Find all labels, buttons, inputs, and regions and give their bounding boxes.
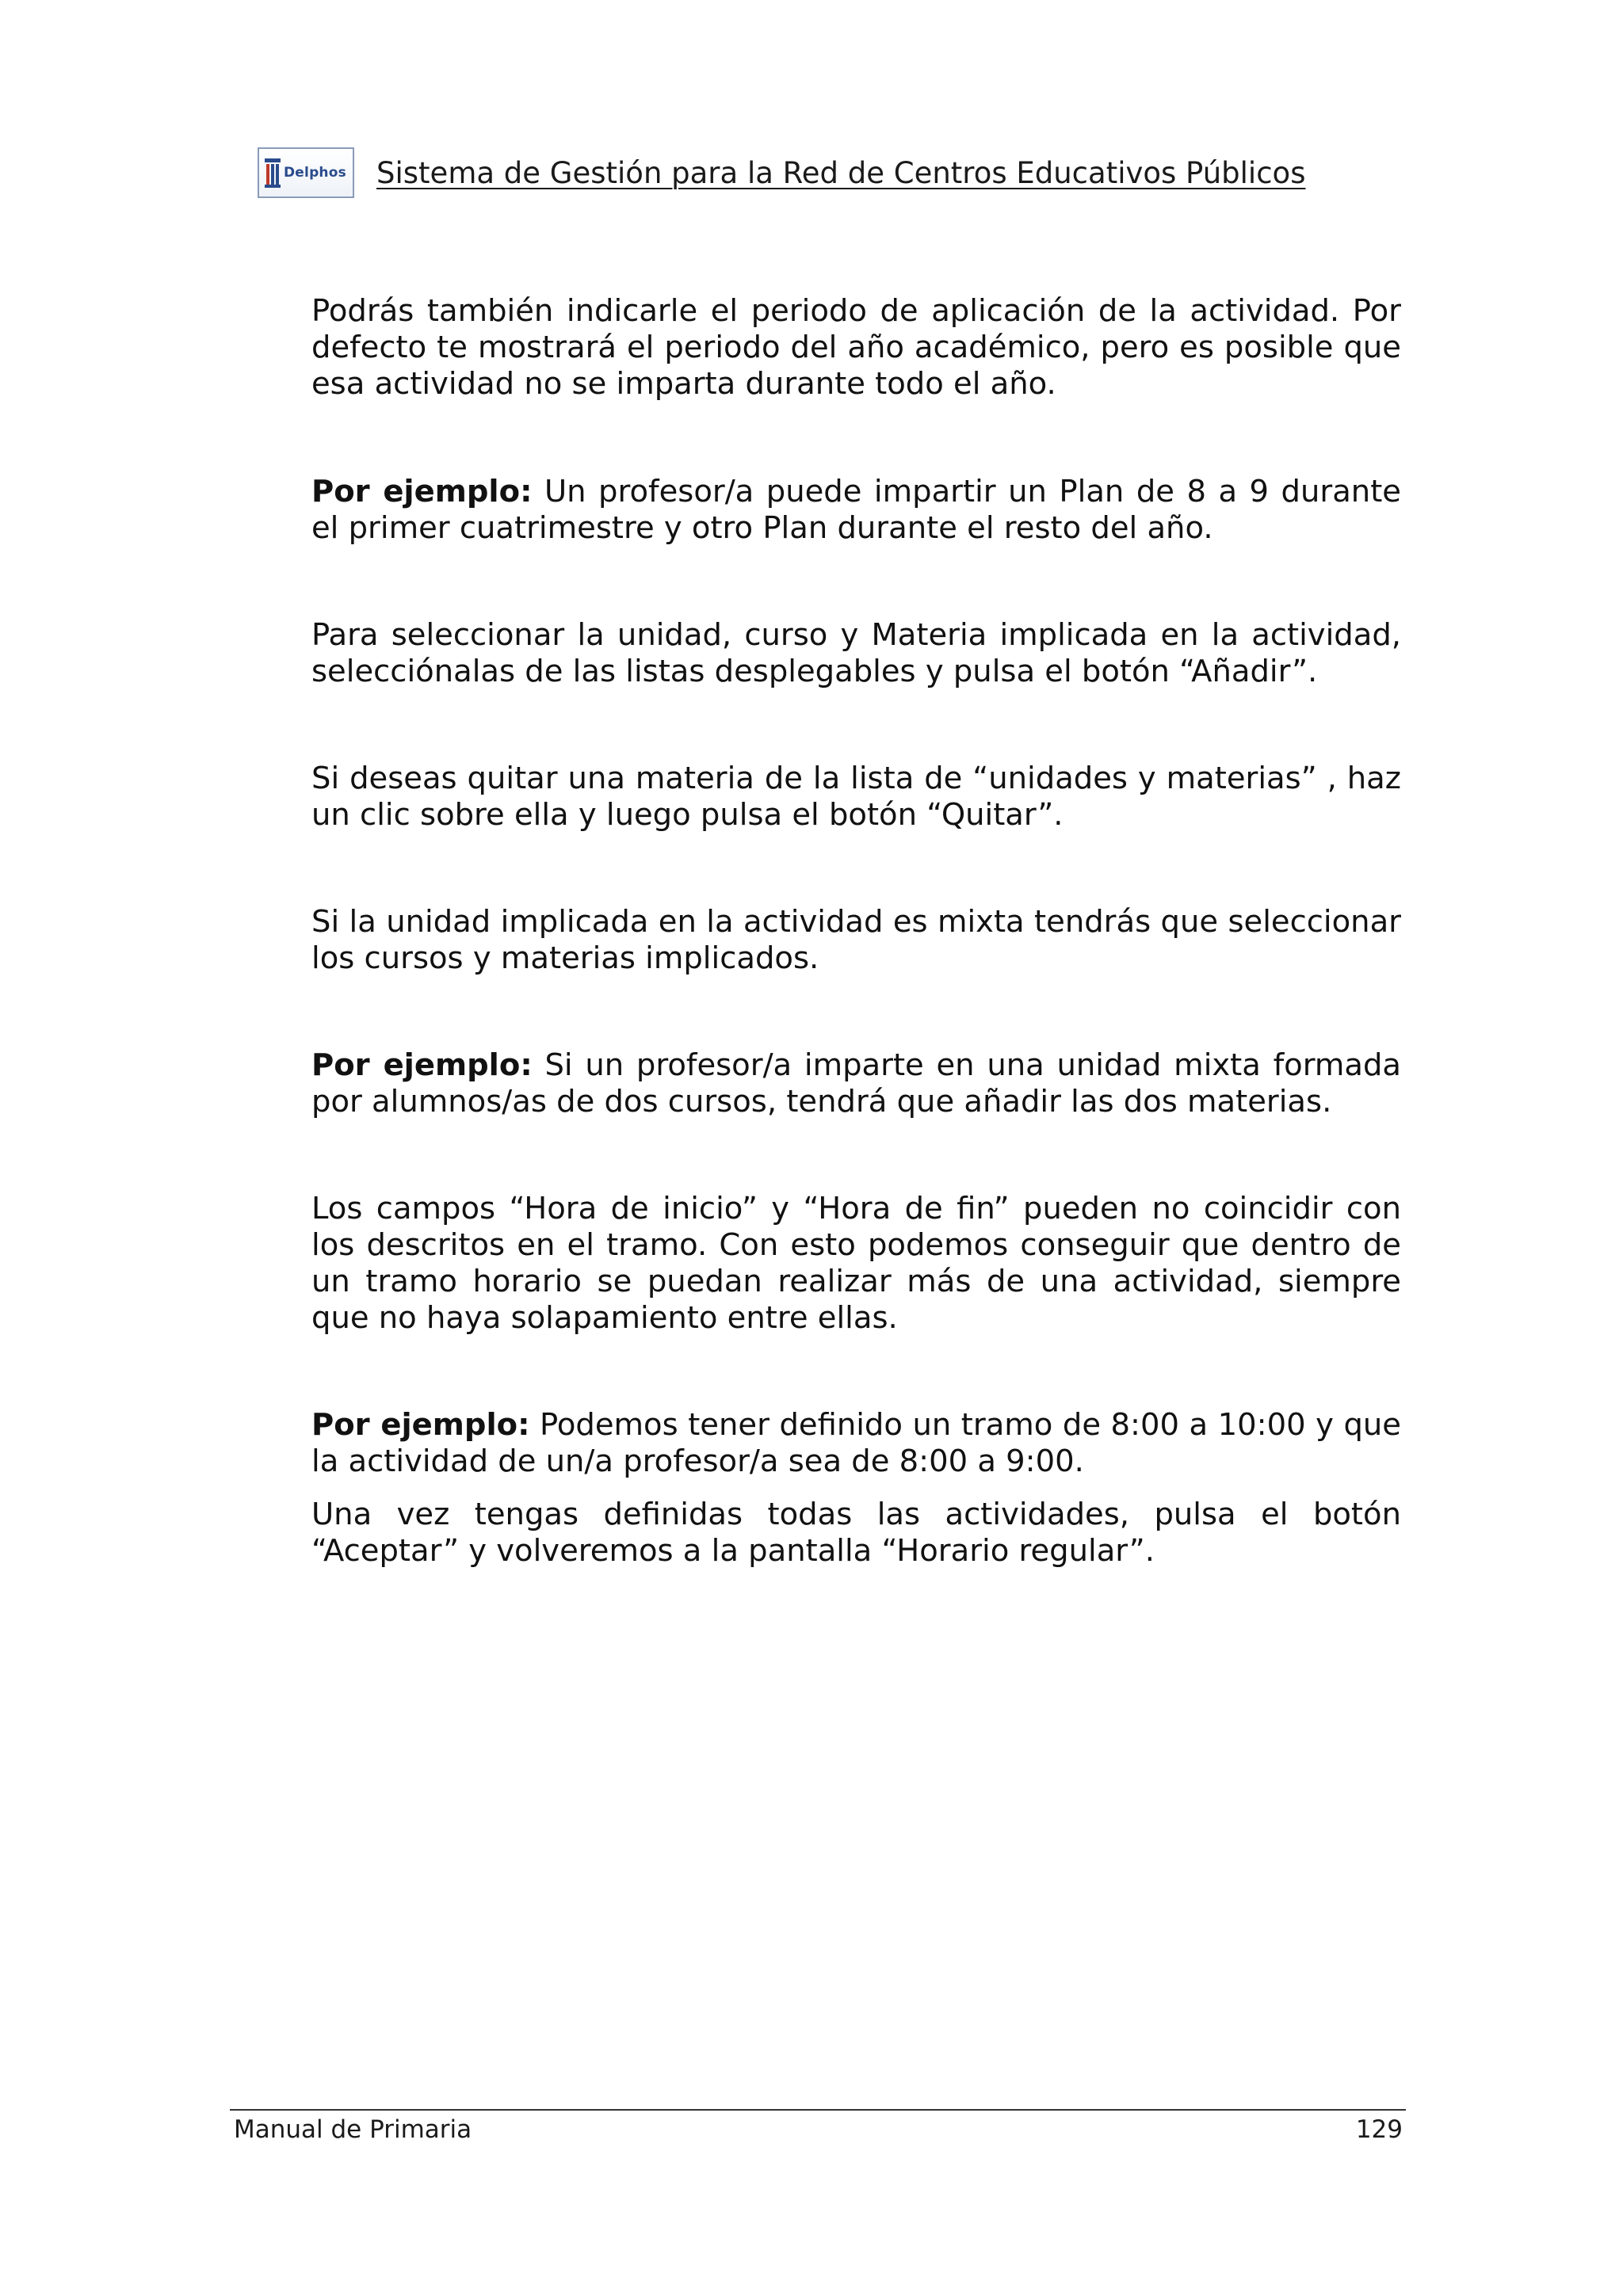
paragraph-text: Podemos tener definido un tramo de 8:00 a 10:00 y que la actividad de un/a profesor/a sea de 8:00 a 9:00. <box>311 1407 1401 1479</box>
paragraph <box>311 1497 1401 1569</box>
paragraph <box>311 761 1401 833</box>
paragraph <box>311 904 1401 977</box>
paragraph <box>311 617 1401 690</box>
paragraph-text: Los campos “Hora de inicio” y “Hora de fin” pueden no coincidir con los descritos en el tramo. Con esto podemos conseguir que dentro de un tramo horario se puedan realizar más de una actividad, siempre que no haya solapamiento entre ellas. <box>311 1191 1401 1336</box>
example-label: Por ejemplo: <box>311 474 533 509</box>
paragraph-text: Si deseas quitar una materia de la lista de “unidades y materias” , haz un clic sobre ella y luego pulsa el botón “Quitar”. <box>311 761 1401 833</box>
paragraph <box>311 293 1401 402</box>
paragraph <box>311 1191 1401 1337</box>
column-icon <box>264 157 281 189</box>
example-label: Por ejemplo: <box>311 1047 533 1083</box>
document-body <box>311 293 1401 1569</box>
example-label: Por ejemplo: <box>311 1407 530 1443</box>
paragraph-text: Una vez tengas definidas todas las actividades, pulsa el botón “Aceptar” y volveremos a la pantalla “Horario regular”. <box>311 1497 1401 1569</box>
header-title: Sistema de Gestión para la Red de Centros Educativos Públicos <box>376 155 1306 190</box>
example-paragraph <box>311 1407 1401 1480</box>
paragraph-text: Si un profesor/a imparte en una unidad mixta formada por alumnos/as de dos cursos, tendrá que añadir las dos materias. <box>311 1047 1401 1119</box>
footer-manual-title: Manual de Primaria <box>234 2115 472 2144</box>
paragraph-text: Podrás también indicarle el periodo de aplicación de la actividad. Por defecto te mostrará el periodo del año académico, pero es posible que esa actividad no se imparta durante todo el año. <box>311 293 1401 402</box>
footer-divider <box>230 2109 1406 2111</box>
paragraph-text: Si la unidad implicada en la actividad es mixta tendrás que seleccionar los cursos y materias implicados. <box>311 904 1401 976</box>
page-number: 129 <box>1355 2115 1403 2144</box>
example-paragraph <box>311 474 1401 547</box>
example-paragraph <box>311 1047 1401 1120</box>
delphos-logo <box>258 147 354 198</box>
paragraph-text: Un profesor/a puede impartir un Plan de 8 a 9 durante el primer cuatrimestre y otro Plan durante el resto del año. <box>311 474 1401 546</box>
logo-text: Delphos <box>284 165 346 181</box>
page-header <box>258 146 1305 200</box>
paragraph-text: Para seleccionar la unidad, curso y Materia implicada en la actividad, selecciónalas de las listas desplegables y pulsa el botón “Añadir”. <box>311 617 1401 689</box>
